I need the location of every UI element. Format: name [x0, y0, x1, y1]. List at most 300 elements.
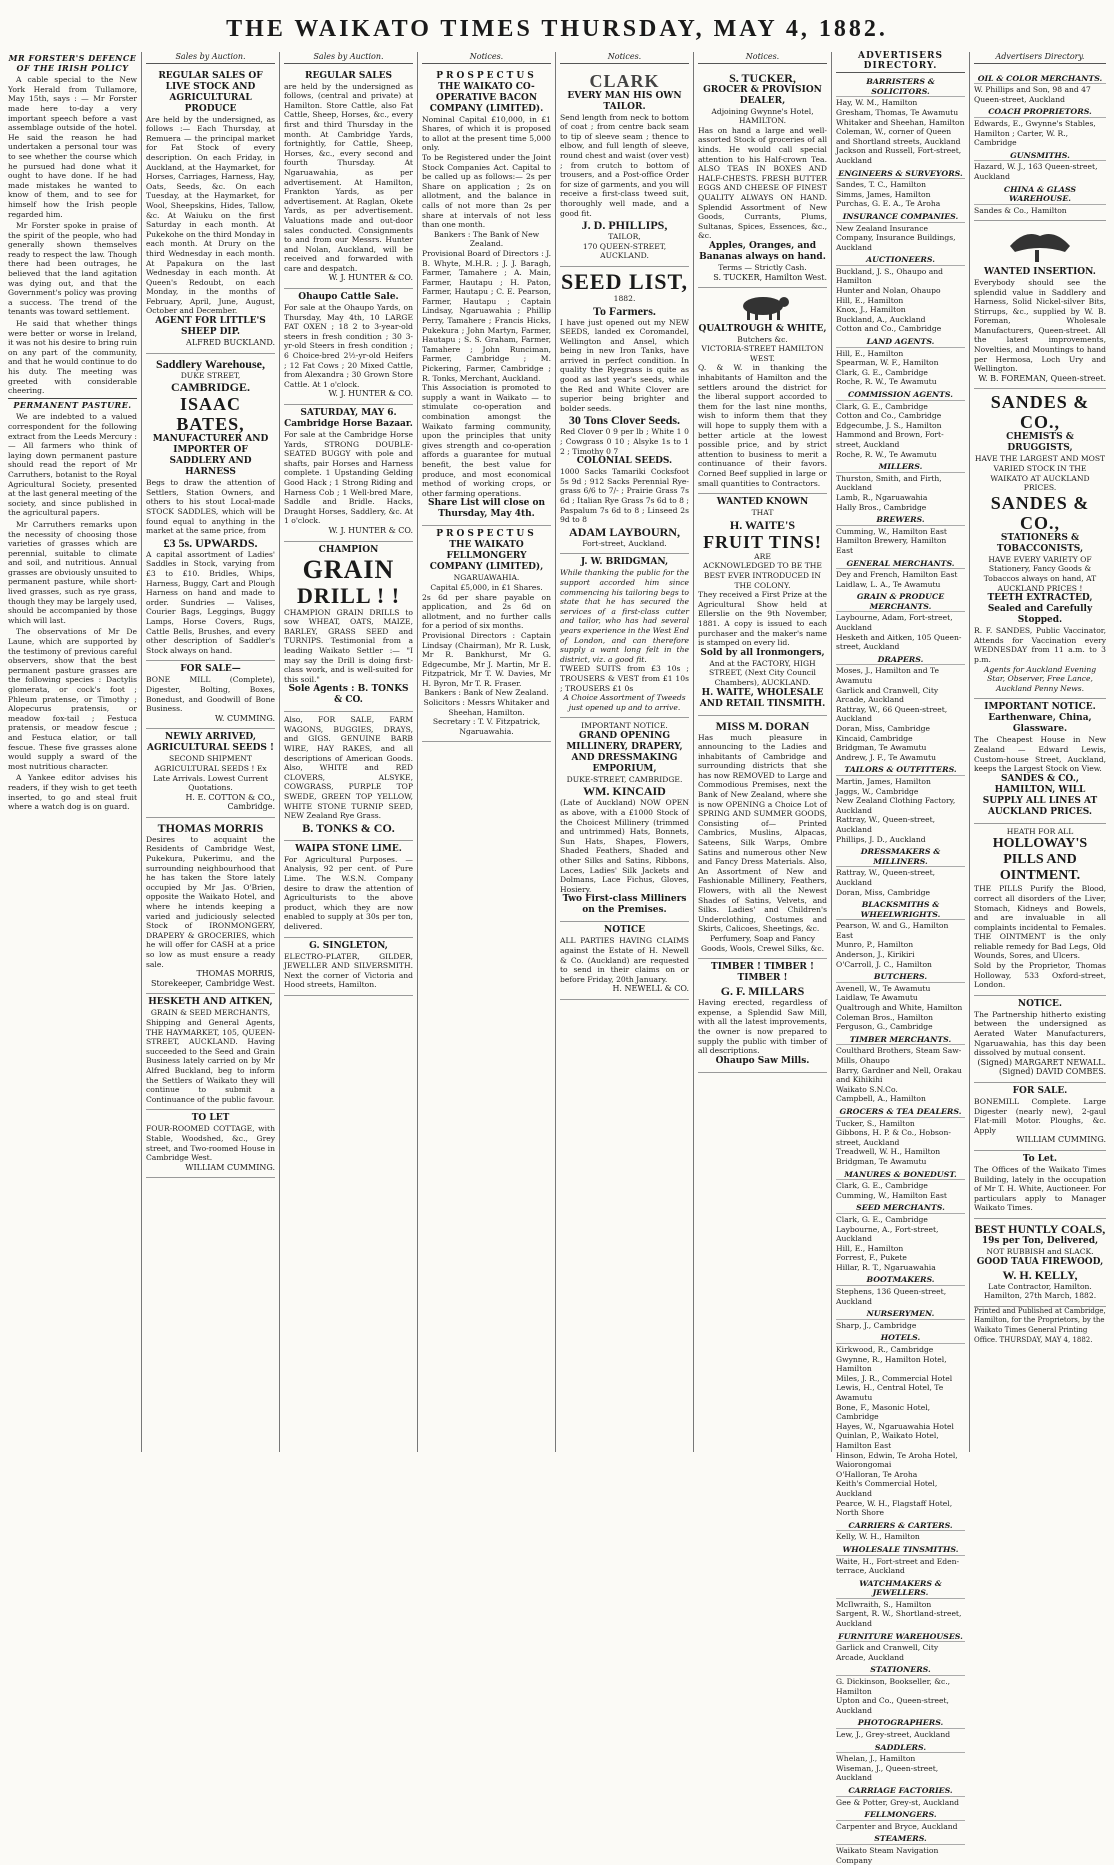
directory-section: CARRIAGE FACTORIES.: [836, 1786, 965, 1797]
directory-entry: Gibbons, H. P. & Co., Hobson-street, Auckland: [836, 1128, 951, 1147]
directory-entry: Hesketh and Aitken, 105 Queen-street, Auckland: [836, 632, 962, 652]
ad-title: NOTICE.: [1017, 998, 1063, 1009]
directory-entry: Hinson, Edwin, Te Aroha Hotel, Waiorongomai: [836, 1450, 958, 1470]
directory-section: FELLMONGERS.: [836, 1810, 965, 1821]
directory-entry: Ferguson, G., Cambridge: [836, 1022, 933, 1032]
ad-body: Q. & W. in thanking the inhabitants of Hamilton and the settlers around the district for the liberal support accorded to them for the last nine months, wish to inform them that they will hope to supply them with a better article at the lowest possible price, and by strict attention to business to merit a continuance of their favors. Corned Beef supplied in large or small quantities to Contractors.: [698, 363, 827, 488]
directory-entry: Laidlaw, Te Awamutu: [836, 993, 918, 1003]
directory-entry: Clark, G. E., Cambridge: [836, 1181, 928, 1191]
ad-body: SECOND SHIPMENT AGRICULTURAL SEEDS ! Ex Late Arrivals. Lowest Current Quotations.: [152, 754, 269, 793]
directory-section: PHOTOGRAPHERS.: [836, 1718, 965, 1729]
directory-section: WATCHMAKERS & JEWELLERS.: [836, 1579, 965, 1599]
ad-solicitors: Solicitors : Messrs Whitaker and Sheehan, Hamilton.: [423, 698, 550, 717]
directory-section: SADDLERS.: [836, 1743, 965, 1754]
directory-entry: Laybourne, A., Fort-street, Auckland: [836, 1224, 939, 1244]
ad-singleton: [284, 938, 413, 996]
ad-year: 1882.: [613, 293, 636, 303]
directory-entry: Gee & Potter, Grey-st, Auckland: [836, 1797, 959, 1807]
ad-prices: TWEED SUITS from £3 10s ; TROUSERS & VEST from £1 10s ; TROUSERS £1 0s: [560, 664, 689, 693]
ad-body: Begs to draw the attention of Settlers, Station Owners, and others to his stout Local-made STOCK SADDLES, which will be found equal to anything in the market at the same price, from: [146, 478, 275, 536]
directory-entry: Doran, Miss, Cambridge: [836, 724, 931, 733]
directory-entry: W. Phillips and Son, 98 and 47 Queen-street, Auckland: [974, 85, 1091, 104]
column-2: [142, 52, 280, 1452]
column-8: [970, 52, 1110, 1452]
ad-saddlery: [146, 354, 275, 662]
directory-entry: Barry, Gardner and Nell, Orakau and Kihikihi: [836, 1065, 962, 1085]
directory-entry: Pearce, W. H., Flagstaff Hotel, North Shore: [836, 1498, 953, 1518]
ad-signature: W. J. HUNTER & CO.: [328, 389, 413, 399]
ad-cottage: [146, 1110, 275, 1178]
directory-section: LAND AGENTS.: [836, 337, 965, 348]
column-3: [280, 52, 418, 1452]
ad-title: NOTICE: [604, 925, 645, 936]
ox-illustration: [733, 291, 793, 321]
directory-entry: Upton and Co., Queen-street, Auckland: [836, 1696, 949, 1715]
ad-hesketh: [146, 994, 275, 1110]
directory-section: SEED MERCHANTS.: [836, 1203, 965, 1214]
ad-trade: GROCER & PROVISION DEALER,: [703, 84, 822, 106]
ad-body-2: HAVE EVERY VARIETY OF Stationery, Fancy Goods & Tobaccos always on hand, AT AUCKLAND PRICES !: [983, 554, 1097, 593]
ad-kincaid: [560, 718, 689, 922]
article-heading: PERMANENT PASTURE.: [13, 399, 132, 410]
ad-seed-list: [560, 267, 689, 554]
directory-entry: Whitaker and Sheehan, Hamilton: [836, 117, 965, 127]
ad-directors: Provisional Board of Directors : J. B. Whyte, M.H.R. ; J. J. Baragh, Farmer, Tamahere ; A. Main, Farmer, Hautapu ; H. Paton, Farmer, Hautapu ; C. E. Pearson, Farmer, Hautapu ; Captain Lindsay, Ngaruawahia ; Phillip Perry, Tamahere ; Francis Hicks, Pukekura ; John Martyn, Farmer, Hautapu ; S. S. Graham, Farmer, Tamahere ; John Runciman, Farmer, Cambridge ; M. Pickering, Farmer, Cambridge ; R. Tonks, Merchant, Auckland.: [422, 248, 551, 383]
ad-signature: W. J. HUNTER & CO.: [328, 273, 413, 283]
directory-section: GROCERS & TEA DEALERS.: [836, 1107, 965, 1118]
directory-entry: Cotton and Co., Cambridge: [836, 324, 942, 334]
ad-claim: ACKNOWLEDGED TO BE THE BEST EVER INTRODUCED IN THE COLONY.: [703, 561, 822, 590]
directory-entry: Carpenter and Bryce, Auckland: [836, 1821, 958, 1831]
ad-title: THOMAS MORRIS: [157, 820, 264, 835]
ad-title: To Let.: [1022, 1153, 1058, 1164]
ad-title: PROSPECTUS: [436, 529, 537, 540]
directory-entry: Laidlaw, L. A., Te Awamutu: [836, 579, 941, 589]
ad-newell-notice: [560, 922, 689, 1000]
ad-are: ARE: [754, 551, 771, 561]
ad-subtitle: GRAIN & SEED MERCHANTS,: [150, 1008, 271, 1018]
ad-name: G. F. MILLARS: [720, 984, 805, 999]
directory-entry: Jackson and Russell, Fort-street, Auckland: [836, 146, 962, 165]
ad-place: NGARUAWAHIA.: [453, 573, 520, 583]
ad-body: Has much pleasure in announcing to the Ladies and inhabitants of Cambridge and surrounding districts that she has now REMOVED to Large and Commodious Premises, next the Bank of New Zealand, where she is now OPENING a Choice Lot of SPRING AND SUMMER GOODS, Consisting of— Printed Cambrics, Muslins, Alpacas, Sateens, Silk Warps, Ombre Satins and numerous other New and Fancy Dress Materials. Also, An Assortment of New and Fashionable Millinery, Feathers, Flowers, with all the Newest Shades of Satins, Velvets, and Silks. Ladies' and Children's Underclothing, Costumes and Skirts, Calicoes, Sheetings, &c.: [698, 732, 827, 934]
directory-section: CHINA & GLASS WAREHOUSE.: [974, 185, 1106, 205]
directory-entry: O'Carroll, J. C., Hamilton: [836, 959, 932, 969]
directory-section: ENGINEERS & SURVEYORS.: [836, 169, 965, 180]
ad-signature: H. NEWELL & CO.: [612, 984, 689, 994]
ad-title: CLARK: [589, 70, 660, 91]
column-heading: Notices.: [560, 52, 689, 64]
ad-vaccinator: R. F. SANDES, Public Vaccinator, Attends for Vaccination every WEDNESDAY from 11 a.m. to 3 p.m.: [974, 626, 1106, 664]
directory-entry: Avenell, W., Te Awamutu: [836, 983, 931, 993]
ad-hunter-sales: [284, 68, 413, 289]
ad-address: DUKE-STREET, CAMBRIDGE.: [566, 774, 683, 784]
ad-title: SANDES & CO.,: [990, 392, 1090, 433]
directory-section: GUNSMITHS.: [974, 151, 1106, 162]
ad-body: ELECTRO-PLATER, GILDER, JEWELLER AND SILVERSMITH. Next the corner of Victoria and Hood streets, Hamilton.: [284, 951, 413, 990]
page-title: THE WAIKATO TIMES THURSDAY, MAY 4, 1882.: [226, 16, 888, 42]
directory-section: DRAPERS.: [836, 655, 965, 666]
ad-body: ALL PARTIES HAVING CLAIMS against the Estate of H. Newell & Co. (Auckland) are requested to send in their claims on or before Friday, 20th January.: [560, 936, 689, 984]
directory-entry: Hill, E., Hamilton: [836, 295, 904, 305]
directory-entry: Hammond and Brown, Fort-street, Auckland: [836, 430, 944, 449]
directory-entry: Kelly, W. H., Hamilton: [836, 1532, 920, 1542]
directory-entry: Gresham, Thomas, Te Awamutu: [836, 107, 959, 117]
directory-entry: Bridgman, Te Awamutu: [836, 743, 927, 753]
ad-head: IMPORTANT NOTICE.: [581, 721, 668, 731]
ad-title: HOLLOWAY'S PILLS AND OINTMENT.: [992, 836, 1088, 884]
directory-entry: Bone, F., Masonic Hotel, Cambridge: [836, 1402, 931, 1422]
ad-lime: [284, 841, 413, 938]
ad-title-2: SANDES & CO.,: [990, 492, 1090, 533]
ad-important: [974, 699, 1106, 823]
ad-body: Everybody should see the splendid value in Saddlery and Harness, Solid Nickel-silver Bits, Stirrups, &c., supplied by W. B. Foreman, Wholesale Manufacturers, Queen-street. All the latest improvements, Novelties, and Mountings to hand per Hermosa, Loch Ury and Wellington.: [974, 277, 1106, 374]
directory-entry: Lamb, R., Ngaruawahia: [836, 492, 928, 502]
column-4: [418, 52, 556, 1452]
ad-body: (Late of Auckland) NOW OPEN as above, with a £1000 Stock of the Choicest Millinery (trimmed and untrimmed) Hats, Bonnets, Sun Hats, Shapes, Flowers, Shaded Feathers, Shaded and other Silks and Satins, Ribbons, Laces, Ladies' Silk Jackets and Dolmans, Lace Fichus, Gloves, Hosiery.: [560, 798, 689, 894]
ad-title: FOR SALE.: [1012, 1086, 1068, 1096]
ad-title: WANTED INSERTION.: [984, 266, 1096, 277]
ad-signature: Sold by the Proprietor, Thomas Holloway, 533 Oxford-street, London.: [974, 961, 1106, 990]
ad-price: 19s per Ton, Delivered,: [981, 1235, 1099, 1246]
ad-colonial: COLONIAL SEEDS.: [576, 456, 673, 467]
column-heading: Advertisers Directory.: [974, 52, 1106, 64]
directory-entry: Jaggs, W., Cambridge: [836, 786, 919, 796]
ad-that: THAT: [751, 508, 774, 518]
ad-close: Perfumery, Soap and Fancy Goods, Wools, Crewel Silks, &c.: [701, 933, 824, 953]
ad-body: THE PILLS Purify the Blood, correct all disorders of the Liver, Stomach, Kidneys and Bowels, and are invaluable in all complaints incidental to Females. THE OINTMENT is the only reliable remedy for Bad Legs, Old Wounds, Sores, and Ulcers.: [974, 884, 1106, 961]
directory-entry: Whelan, J., Hamilton: [836, 1754, 916, 1764]
ad-trade-2: STATIONERS & TOBACCONISTS,: [996, 532, 1084, 554]
article-heading: MR FORSTER'S DEFENCE OF THE IRISH POLICY: [8, 53, 137, 73]
ad-signature: Ohaupo Saw Mills.: [715, 1055, 810, 1066]
ad-foreman: [974, 221, 1106, 389]
ad-tailor: [560, 68, 689, 267]
directory-entry: Knox, J., Hamilton: [836, 305, 906, 315]
directory-entry: Waikato S.N.Co.: [836, 1084, 898, 1094]
directory-entry: Cumming, W., Hamilton East: [836, 526, 947, 536]
ad-body: To be Registered under the Joint Stock Companies Act. Capital to be called up as follows:— 2s per Share on application ; 2s on allotment, and the balance in calls of not more than 2s per share at intervals of not less than one month.: [422, 152, 551, 230]
ad-signature: (Signed) MARGARET NEWALL. (Signed) DAVID COMBES.: [977, 1057, 1106, 1077]
directory-section: MANURES & BONEDUST.: [836, 1170, 965, 1181]
ad-title: TIMBER ! TIMBER ! TIMBER !: [711, 962, 814, 984]
ad-body: are held by the undersigned as follows, (central and private) at Hamilton. Store Cattle, also Fat Cattle, Sheep, Horses, &c., every first and third Thursday in the month. At Cambridge Yards, fortnightly, for Cattle, Sheep, Horses, &c., every second and fourth Thursday. At Ngaruawahia, as per advertisement. At Hamilton, Frankton Yards, as per advertisement. At Raglan, Okete Yards, as per advertisement. Valuations made and out-door sales conducted. Consignments to and from our Messrs. Hunter and Nolan, Auckland, will be received and forwarded with care and despatch.: [284, 81, 413, 273]
directory-entry: Hally Bros., Cambridge: [836, 502, 927, 512]
ad-title: Cambridge Horse Bazaar.: [284, 419, 413, 429]
ad-subtitle: MILLINERY, DRAPERY, AND DRESSMAKING EMPORIUM,: [566, 741, 683, 774]
ad-factory: And at the FACTORY, HIGH STREET, (Next City Council Chambers), AUCKLAND.: [709, 658, 816, 687]
ad-address: Late Contractor, Hamilton. Hamilton, 27th March, 1882.: [983, 1281, 1097, 1301]
directory-entry: Quinlan, P., Waikato Hotel, Hamilton East: [836, 1431, 939, 1450]
ad-capital: Capital £5,000, in £1 Shares.: [430, 582, 543, 592]
ad-title: TO LET: [191, 1113, 230, 1124]
directory-entry: Clark, G. E., Cambridge: [836, 1214, 928, 1224]
ad-title: BEST HUNTLY COALS,: [974, 1221, 1106, 1236]
ad-title-line: DRILL ! !: [296, 582, 401, 608]
directory-entry: Garlick and Cranwell, City Arcade, Auckland: [836, 685, 939, 705]
ad-agents: Sole Agents : B. TONKS & CO.: [288, 684, 409, 706]
directory-section: GENERAL MERCHANTS.: [836, 559, 965, 570]
directory-section: BREWERS.: [836, 515, 965, 526]
directory-entry: Lewis, H., Central Hotel, Te Awamutu: [836, 1383, 944, 1402]
ad-horse-bazaar: [284, 405, 413, 542]
article-paragraph: A cable special to the New York Herald from Tullamore, May 15th, says : — Mr Forster made here to-day a very important speech before a vast assemblage outside of the hotel. He said the reason he had undertaken a personal tour was to see whether the course which he pursued had done what it ought to have done. If he had made mistakes he wanted to know of them, and to see for himself how the Irish people regarded him.: [8, 75, 137, 219]
directory-entry: Doran, Miss, Cambridge: [836, 887, 931, 897]
ad-signature: WILLIAM CUMMING.: [1016, 1135, 1106, 1145]
saddle-illustration: [1005, 224, 1075, 264]
directory-entry: Cotton and Co., Cambridge: [836, 411, 942, 421]
ad-company: THE WAIKATO CO-OPERATIVE BACON COMPANY (LIMITED).: [429, 81, 544, 114]
directory-section: OIL & COLOR MERCHANTS.: [974, 74, 1106, 85]
masthead: [0, 0, 1114, 50]
ad-doran: [698, 716, 827, 960]
article-paragraph: A Yankee editor advises his readers, if they wish to get teeth inserted, to go and steal fruit where a watch dog is on guard.: [8, 773, 137, 812]
ad-body: I have just opened out my NEW SEEDS, landed ex Coromandel, Wellington and Ansel, which being in new Iron Tanks, have arrived in perfect condition. In quality the Ryegrass is quite as good as last year's seeds, while the Red and White Clover are superior being brighter and bolder seeds.: [560, 317, 689, 413]
directory-section: FURNITURE WAREHOUSES.: [836, 1632, 965, 1643]
ad-body: The Partnership hitherto existing between the undersigned as Aerated Water Manufacturers, Ngaruawahia, has this day been dissolved by mutual consent.: [974, 1009, 1106, 1058]
directory-section: COACH PROPRIETORS.: [974, 107, 1106, 118]
directory-heading: ADVERTISERS DIRECTORY.: [836, 52, 965, 73]
ad-bankers: Bankers : The Bank of New Zealand.: [433, 229, 540, 249]
ad-title: WAIPA STONE LIME.: [295, 843, 402, 854]
ad-signature: H. WAITE, WHOLESALE AND RETAIL TINSMITH.: [699, 687, 826, 709]
ad-signature: ALFRED BUCKLAND.: [186, 338, 275, 348]
ad-name: ISAAC BATES,: [176, 394, 245, 435]
directory-section: DRESSMAKERS & MILLINERS.: [836, 847, 965, 867]
ad-title: Saddlery Warehouse,: [156, 356, 265, 371]
ad-body: Has on hand a large and well-assorted Stock of groceries of all kinds. He would call special attention to his Half-crown Tea. ALSO TEAS IN BOXES AND HALF-CHESTS. FRESH BUTTER EGGS AND CHEESE OF FINEST QUALITY ALWAYS ON HAND. Splendid Assortment of New Goods, Currants, Plums, Sultanas, Spices, Essences, &c., &c.: [698, 125, 827, 241]
ad-bankers: Bankers : Bank of New Zealand.: [424, 688, 549, 698]
column-7-directory: [832, 51, 970, 1865]
directory-entry: Buckland, J. S., Ohaupo and Hamilton: [836, 266, 943, 286]
column-heading: Sales by Auction.: [146, 52, 275, 64]
ad-title: G. SINGLETON,: [309, 940, 388, 951]
ad-terms: Terms — Strictly Cash.: [718, 262, 807, 272]
ad-fellmongery-prospectus: [422, 526, 551, 742]
ad-bridgman: [560, 554, 689, 718]
ad-subtitle: Earthenware, China, Glassware.: [988, 713, 1092, 735]
directory-entry: Forrest, F., Pukete: [836, 1253, 907, 1263]
ad-holloway: [974, 824, 1106, 996]
ad-signature: W. J. HUNTER & CO.: [328, 525, 413, 535]
ad-body: They received a First Prize at the Agricultural Show held at Ellerslie on the 9th November, 1881. A copy is issued to each purchaser and the maker's name is stamped on every lid.: [698, 590, 827, 648]
ad-signature: W. B. FOREMAN, Queen-street.: [978, 373, 1106, 383]
ad-signature: J. D. PHILLIPS,: [581, 218, 668, 233]
ad-title: REGULAR SALES OF LIVE STOCK AND AGRICULTURAL PRODUCE: [158, 70, 263, 114]
ad-title: NEWLY ARRIVED, AGRICULTURAL SEEDS !: [146, 732, 275, 754]
ad-teeth: TEETH EXTRACTED, Sealed and Carefully Stopped.: [987, 593, 1093, 626]
ad-body: The Cheapest House in New Zealand — Edward Lewis, Custom-house Street, Auckland, keeps the Largest Stock on View.: [974, 735, 1106, 774]
directory-entry: Hazard, W. J., 163 Queen-street, Auckland: [974, 162, 1098, 181]
article-paragraph: Mr Carruthers remarks upon the necessity of choosing those varieties of grasses which are perennial, suitable to climate and soil, and nutritious. Annual grasses are obviously unsuited to permanent pasture, while short-lived grasses, such as rye grass, though they may be largely used, should be accompanied by those which will last.: [8, 519, 137, 625]
ad-close: Two First-class Milliners on the Premises.: [562, 894, 687, 916]
ad-coals: [974, 1219, 1106, 1307]
ad-close: Share List will close on Thursday, May 4th.: [427, 498, 546, 520]
column-heading: Notices.: [698, 52, 827, 64]
directory-section: COMMISSION AGENTS.: [836, 390, 965, 401]
ad-title-line: CHAMPION: [318, 544, 379, 555]
ad-to-let: [974, 1151, 1106, 1219]
directory-entry: Hunter and Nolan, Ohaupo: [836, 286, 941, 296]
directory-entry: Wiseman, J., Queen-street, Auckland: [836, 1763, 939, 1783]
directory-entry: Hay, W. M., Hamilton: [836, 98, 918, 108]
directory-entry: Stephens, 136 Queen-street, Auckland: [836, 1287, 947, 1306]
ad-waite: [698, 494, 827, 715]
directory-entry: O'Halloran, Te Aroha: [836, 1469, 918, 1479]
directory-entry: Coleman Bros., Hamilton: [836, 1012, 933, 1022]
divider: [8, 398, 137, 399]
directory-entry: Hill, E., Hamilton: [836, 348, 904, 358]
ad-signature: S. TUCKER, Hamilton West.: [713, 272, 827, 282]
imprint: Printed and Published at Cambridge, Hamilton, for the Proprietors, by the Waikato Times General Printing Office. THURSDAY, MAY 4, 1882.: [974, 1306, 1106, 1344]
ad-agents: Agents for Auckland Evening Star, Observer, Free Lance, Auckland Penny News.: [983, 664, 1097, 693]
ad-apples: Apples, Oranges, and Bananas always on hand.: [699, 240, 826, 262]
ad-trade: MANUFACTURER AND IMPORTER OF SADDLERY AND HARNESS: [152, 434, 269, 478]
ad-seeds: [146, 729, 275, 818]
directory-section: BOOTMAKERS.: [836, 1275, 965, 1286]
ad-butchers: [698, 288, 827, 494]
ad-tucker: [698, 68, 827, 289]
ad-sold: Sold by all Ironmongers,: [700, 647, 825, 658]
directory-entry: Rattray, W., 66 Queen-street, Auckland: [836, 704, 948, 724]
directory-section: STEAMERS.: [836, 1834, 965, 1845]
ad-note: NOT RUBBISH and SLACK.: [986, 1246, 1094, 1256]
ad-company: THE WAIKATO FELLMONGERY COMPANY (LIMITED),: [429, 540, 544, 573]
column-heading: Sales by Auction.: [284, 52, 413, 64]
directory-entry: Kirkwood, R., Cambridge: [836, 1345, 934, 1355]
directory-section: GRAIN & PRODUCE MERCHANTS.: [836, 592, 965, 612]
ad-title: Ohaupo Cattle Sale.: [298, 292, 399, 303]
article-paragraph: The observations of Mr De Laune, which are supported by the testimony of previous careful observers, show that the best permanent pasture grasses are the following species : Dactylis glomerata, or cock's foot ; Phleum pratense, or Timothy ; Alopecurus pratensis, or meadow fox-tail ; Festuca pratensis, or meadow fescue ; and Festuca elatior, or tall fescue. These five grasses alone would supply a sward of the most nutritious character.: [8, 627, 137, 771]
ad-body: FOUR-ROOMED COTTAGE, with Stable, Woodshed, &c., Grey street, and Two-roomed House in Cambridge West.: [146, 1124, 275, 1163]
ad-body: BONEMILL Complete. Large Digester (nearly new), 2-gaul Flat-mill Motor. Ploughs, &c. Apply: [974, 1097, 1106, 1135]
directory-list: [836, 77, 965, 1865]
ad-signature: ADAM LAYBOURN,: [569, 524, 680, 539]
ad-address: Fort-street, Auckland.: [582, 538, 667, 548]
directory-entry: Clark, G. E., Cambridge: [836, 367, 928, 377]
ad-bonemill: [974, 1083, 1106, 1151]
ad-bacon-prospectus: [422, 68, 551, 527]
ad-sandes-line: SANDES & CO., HAMILTON, WILL SUPPLY ALL LINES AT AUCKLAND PRICES.: [982, 773, 1098, 817]
directory-entry: Waikato Steam Navigation Company: [836, 1845, 939, 1865]
ad-prices: Red Clover 0 9 per lb ; White 1 0 ; Cowgrass 0 10 ; Alsyke 1s to 1 2 ; Timothy 0 7: [560, 427, 689, 456]
article-pasture: [8, 401, 137, 812]
ad-trade: CHEMISTS & DRUGGISTS,: [1006, 432, 1074, 454]
directory-section: CARRIERS & CARTERS.: [836, 1521, 965, 1532]
ad-sandes: [974, 389, 1106, 699]
directory-section: TIMBER MERCHANTS.: [836, 1035, 965, 1046]
directory-section: BARRISTERS & SOLICITORS.: [836, 77, 965, 97]
directory-entry: Sharp, J., Cambridge: [836, 1320, 917, 1330]
ad-close: A Choice Assortment of Tweeds just opened up and to arrive.: [563, 693, 686, 712]
ad-body: CHAMPION GRAIN DRILLS to sow WHEAT, OATS, MAIZE, BARLEY, GRASS SEED and TURNIPS. Testimonial from a leading Waikato Settler :— "I may say the Drill is doing first-class work, and is well-suited for this soil.": [284, 607, 413, 684]
directory-entry: Hillar, R. T., Ngaruawahia: [836, 1262, 936, 1272]
directory-entry: Andrew, J. F., Te Awamutu: [836, 752, 936, 762]
directory-entry: Coleman, W., corner of Queen and Shortland streets, Auckland: [836, 127, 961, 146]
ad-name: H. WAITE'S: [729, 517, 796, 532]
article-paragraph: He said that whether things were better or worse in Ireland, it was not his desire to bring ruin on any part of the community, and that he would continue to do his duty. The meeting was greeted with considerable cheering.: [8, 319, 137, 396]
article-paragraph: We are indebted to a valued correspondent for the following extract from the Leeds Mercury : — All farmers who think of laying down permanent pasture should read the report of Mr Carruthers, botanist to the Royal Agricultural Society, presented at the last general meeting of the society, and since published in the agricultural papers.: [8, 412, 137, 518]
directory-section: HOTELS.: [836, 1333, 965, 1344]
directory-section: WHOLESALE TINSMITHS.: [836, 1545, 965, 1556]
ad-town: CAMBRIDGE.: [170, 380, 250, 395]
ad-subtitle: EVERY MAN HIS OWN TAILOR.: [567, 90, 682, 112]
article-forster: [8, 54, 137, 396]
ad-grain-drill: [284, 542, 413, 713]
directory-entry: Hamilton Brewery, Hamilton East: [836, 536, 947, 555]
column-1: [4, 52, 142, 1452]
ad-title: IMPORTANT NOTICE.: [984, 702, 1096, 713]
directory-entry: Sandes, T. C., Hamilton: [836, 180, 926, 190]
directory-entry: Sandes & Co., Hamilton: [974, 205, 1067, 215]
ad-signature: H. E. COTTON & CO., Cambridge.: [185, 792, 275, 812]
directory-section: STATIONERS.: [836, 1665, 965, 1676]
directory-entry: Hill, E., Hamilton: [836, 1243, 904, 1253]
ad-agent: AGENT FOR LITTLE'S SHEEP DIP.: [155, 316, 266, 338]
ad-body: For Agricultural Purposes. — Analysis, 92 per cent. of Pure Lime. The W.S.N. Company desire to draw the attention of Agriculturists to the above product, which they are now enabled to supply at 30s per ton, delivered.: [284, 854, 413, 931]
column-heading: Notices.: [422, 52, 551, 64]
ad-price: £3 5s. UPWARDS.: [163, 535, 258, 550]
directory-entry: Treadwell, W. H., Hamilton: [836, 1147, 941, 1157]
ad-title: REGULAR SALES: [305, 70, 392, 81]
directory-entry: Gwynne, R., Hamilton Hotel, Hamilton: [836, 1354, 947, 1374]
ad-title-line: GRAIN: [302, 554, 395, 584]
ad-signature: WILLIAM CUMMING.: [185, 1162, 275, 1172]
directory-entry: Keith's Commercial Hotel, Auckland: [836, 1479, 938, 1498]
ad-body: Having erected, regardless of expense, a Splendid Saw Mill, with all the latest improvements, the owner is now prepared to supply the public with timber of all descriptions.: [698, 998, 827, 1056]
directory-section: BLACKSMITHS & WHEELWRIGHTS.: [836, 900, 965, 920]
ad-title: S. TUCKER,: [729, 70, 796, 85]
ad-signature: B. TONKS & CO.: [302, 820, 395, 835]
directory-entry: Moses, J., Hamilton and Te Awamutu: [836, 666, 939, 686]
ad-address: VICTORIA-STREET HAMILTON WEST.: [701, 344, 824, 363]
directory-entry: Clark, G. E., Cambridge: [836, 401, 928, 411]
ad-street: DUKE STREET,: [180, 370, 241, 380]
ad-signature: W. CUMMING.: [215, 713, 275, 723]
ad-paragraph: This Association is promoted to supply a want in Waikato — to stimulate co-operation and combination amongst the Waikato farming community, upon the principles that unity gives strength and co-operation affords a guarantee for mutual benefit, the best value for produce, and most economical method of working crops, or other farming operations.: [422, 383, 551, 498]
ad-millars: [698, 959, 827, 1073]
ad-wood: GOOD TAUA FIREWOOD,: [976, 1256, 1104, 1267]
directory-entry: Thurston, Smith, and Firth, Auckland: [836, 473, 942, 493]
ad-body: 2s 6d per share payable on application, and 2s 6d on allotment, and no further calls for a period of six months.: [422, 592, 551, 631]
directory-section: TAILORS & OUTFITTERS.: [836, 765, 965, 776]
directory-section: BUTCHERS.: [836, 972, 965, 983]
ad-trade: TAILOR,: [608, 232, 641, 242]
directory-entry: Purchas, G. E. A., Te Aroha: [836, 199, 941, 209]
ad-signature: THOMAS MORRIS, Storekeeper, Cambridge West.: [151, 969, 275, 988]
directory-entry: Laybourne, Adam, Fort-street, Auckland: [836, 613, 953, 633]
ad-directors: Provisional Directors : Captain Lindsay (Chairman), Mr R. Lusk, Mr R. Bankhurst, Mr G. Edgecumbe, Mr J. Martin, Mr E. Fitzpatrick, Mr T. W. Davies, Mr H. Byron, Mr T. R. Fraser.: [422, 630, 551, 688]
directory-entry: McIlwraith, S., Hamilton: [836, 1599, 932, 1609]
ad-title: SEED LIST,: [561, 268, 688, 294]
ad-title: PROSPECTUS: [436, 70, 537, 81]
directory-entry: Qualtrough and White, Hamilton: [836, 1003, 963, 1013]
ad-body: The Offices of the Waikato Times Building, lately in the occupation of Mr T. H. White, Auctioneer. For particulars apply to Manager Waikato Times.: [974, 1164, 1106, 1213]
directory-entry: Kincaid, Cambridge: [836, 733, 913, 743]
ad-body: While thanking the public for the support accorded him since commencing his tailoring begs to state that he has secured the services of a first-class cutter and tailor, who has had several years experience in the West End of London, and can therefore supply a want long felt in the district, viz. a good fit.: [560, 568, 689, 664]
ad-address: Adjoining Gwynne's Hotel, HAMILTON.: [711, 106, 814, 126]
ad-body: For sale at the Cambridge Horse Yards, STRONG DOUBLE-SEATED BUGGY with pole and shafts, pair Horses and Harness complete. 1 Upstanding Gelding Good Hack ; 1 Strong Riding and Harness Cob ; 1 Well-bred Mare, Saddle and Bridle. Hacks, Draught Horses, Saddlery, &c. At 1 o'clock.: [284, 430, 413, 526]
ad-title: WANTED KNOWN: [716, 497, 809, 508]
directory-entry: Edwards, E., Gwynne's Stables, Hamilton ; Carter, W. R., Cambridge: [974, 118, 1096, 148]
directory-section: INSURANCE COMPANIES.: [836, 212, 965, 223]
ad-items: A capital assortment of Ladies' Saddles in Stock, varying from £3 to £10. Bridles, Whips, Harness, Buggy, Cart and Plough Harness on hand and made to order. Sundries — Valises, Courier Bags, Leggings, Buggy Lamps, Horse Covers, Rugs, Cattle Bells, Brushes, and every other description of Saddler's Stock always on hand.: [146, 549, 275, 655]
directory-entry: Waite, H., Fort-street and Eden-terrace, Auckland: [836, 1556, 960, 1576]
directory-entry: Garlick and Cranwell, City Arcade, Auckland: [836, 1643, 939, 1662]
ad-name: WM. KINCAID: [583, 784, 666, 799]
directory-entry: Coulthard Brothers, Steam Saw-Mills, Ohaupo: [836, 1046, 962, 1065]
directory-section: NURSERYMEN.: [836, 1309, 965, 1320]
